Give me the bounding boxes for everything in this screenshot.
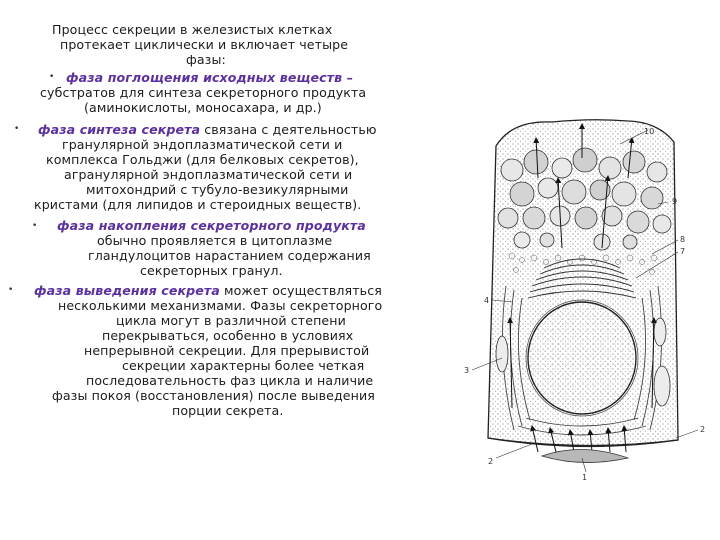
label-2-right: 2 [700, 425, 706, 434]
phase-2-name: фаза синтеза секрета [38, 122, 201, 137]
glandular-cell-figure [452, 118, 714, 490]
intro-line-3: фазы: [186, 52, 226, 67]
intro-line-2: протекает циклически и включает четыре [60, 37, 349, 52]
bullet-marker: • [32, 221, 38, 231]
label-9: 9 [672, 197, 678, 206]
phase-4-line: секреции характерны более четкая [122, 358, 365, 373]
phase-3-line: гландулоцитов нарастанием содержания [88, 248, 371, 263]
phase-2-lead: связана с деятельностью [200, 122, 377, 137]
phase-4-line: перекрываться, особенно в условиях [102, 328, 354, 343]
phase-4-line: фазы покоя (восстановления) после выведения [52, 388, 375, 403]
glandular-cell-diagram [452, 118, 714, 490]
phase-4-lead: может осуществляться [219, 283, 382, 298]
phase-2-line: гранулярной эндоплазматической сети и [62, 137, 343, 152]
phase-2-line: агранулярной эндоплазматической сети и [64, 167, 353, 182]
bullet-marker: • [14, 124, 20, 134]
nucleus [528, 302, 636, 414]
intro-line-1: Процесс секреции в железистых клетках [52, 22, 333, 37]
phase-3-line: секреторных гранул. [140, 263, 283, 278]
phase-4-line: непрерывной секреции. Для прерывистой [84, 343, 370, 358]
phase-3-line: обычно проявляется в цитоплазме [97, 233, 333, 248]
label-3: 3 [464, 366, 470, 375]
phase-1-line: (аминокислоты, моносахара, и др.) [84, 100, 322, 115]
capillary [542, 449, 628, 462]
phase-1-name: фаза поглощения исходных веществ – [66, 70, 354, 85]
bullet-marker: • [49, 72, 55, 82]
label-8: 8 [680, 235, 686, 244]
label-2-left: 2 [488, 457, 494, 466]
phase-4-name: фаза выведения секрета [34, 283, 220, 298]
phase-3-name: фаза накопления секреторного продукта [57, 218, 366, 233]
label-4: 4 [484, 296, 490, 305]
bullet-marker: • [8, 285, 14, 295]
phase-4-heading [34, 283, 382, 298]
phase-4-line: цикла могут в различной степени [116, 313, 346, 328]
label-1: 1 [582, 473, 588, 482]
phase-4-line: порции секрета. [172, 403, 284, 418]
phase-2-heading [38, 122, 377, 137]
label-10: 10 [644, 127, 655, 136]
phase-4-line: несколькими механизмами. Фазы секреторного [58, 298, 383, 313]
phase-1-line: субстратов для синтеза секреторного продукта [40, 85, 367, 100]
phase-2-line: комплекса Гольджи (для белковых секретов), [46, 152, 359, 167]
phase-2-line: митохондрий с тубуло-везикулярными [86, 182, 349, 197]
phase-2-line: кристами (для липидов и стероидных веществ). [34, 197, 362, 212]
phase-4-line: последовательность фаз цикла и наличие [86, 373, 374, 388]
label-7: 7 [680, 247, 686, 256]
